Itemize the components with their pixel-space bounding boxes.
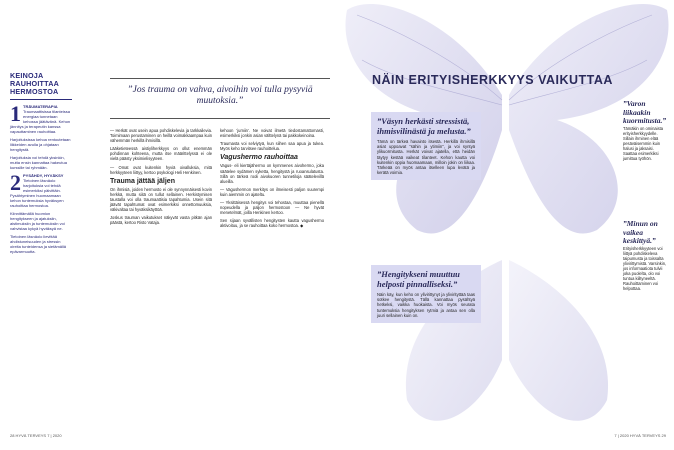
side-note-2: [623, 220, 668, 291]
body-paragraph: Lääketieteessä aistiyliherkkyys on ollut enemmän pohdinnan kohteena, mutta itse määrittelyssä ei ole vielä päästy yksimielisyyteen.: [110, 146, 212, 162]
side-text: Tämäkin on ominaista erityisherkkyydelle. Sillain ihminen elää pesäväisemmin kuin halusi ja jaksaisi. Saattaa esimerkiksi jumittua työhön.: [623, 125, 664, 161]
article-column-1: [110, 128, 212, 229]
side-quote: ”Varon liikaakin kuormitusta.”: [623, 99, 667, 125]
sidebar-paragraph: Tietoinen läsnäolo lievittää ahdistuneisuuden ja stressin oireita tunteidensa ja sietämällä epävarmuutta.: [10, 234, 67, 254]
section-heading: Vagushermo rauhoittaa: [220, 154, 298, 162]
quote-bottom-rule: [110, 118, 330, 119]
body-paragraph: Sen sijaan syvällisten hengitysten kautta vagushermo aktivoituu, ja se rauhoittaa koko hermostoa. ◆: [220, 218, 324, 229]
sidebar-paragraph: Traumaattisissa tilanteissa energiaa tunnetaan kehossa jäätävänä. Kehon jännitys ja terapeutin kanssa vapauttaminen rauhoittaa.: [10, 109, 71, 134]
sidebar-title: KEINOJA RAUHOITTAA HERMOSTOA: [10, 71, 59, 96]
section-heading: Trauma jättää jäljen: [110, 177, 175, 185]
quote-top-rule: [110, 78, 330, 79]
pull-quote: ”Jos trauma on vahva, aivoihin voi tulla pysyviä muutoksia.”: [127, 85, 313, 106]
body-paragraph: On ihmisiä, joiden hermosto ei ole synnynnäisesti kovin herkkä, mutta siitä on tullut sellainen. Herkistymisen taustalla voi olla traumaattisia tapahtumia. Usein sitä jäävät tapahtumat ovat esimerkiksi onnettomuuksia, väkivaltaa tai hyväksikäyttöä.: [110, 186, 212, 213]
body-paragraph: — Yksittäisessä hengitys voi tehostaa, muuttaa pienellä nopeudella ja paljon hermostoon — Ne hyvät menetelmät, joilla Henkinen kertoo.: [220, 200, 324, 216]
sidebar-paragraph: Harjoituksissa kehoa rentoutetaan liikkeiden avulla ja ohjataan hengitystä.: [10, 137, 71, 152]
body-paragraph: Vagus- eli kiertäjähermo on kymmenes aivohermo, joka säätelee sydämen syketta, hengitystä ja ruoansulatusta. Sillä on tärkeä rooli aivokuoren tunnetiloja säätelevillä alueilla.: [220, 163, 324, 184]
body-paragraph: — Herkät ovat usein apua pohdiskelevia ja tarkkailevia. Toimimaan perustaminen on heillä voimakkaampaa kuin vähemmän herkillä ihmisillä.: [110, 128, 212, 144]
sidebar-item-2: [10, 170, 72, 254]
sidebar-item-heading: TRÄUMATERAPIA: [23, 104, 58, 109]
body-paragraph: Joskus trauman vaikutukset näkyvät vasta pitkän ajan päästä, kertoo Risto Vataja.: [110, 215, 212, 226]
sidebar-item-number: 1: [10, 101, 21, 126]
article-column-2: [220, 128, 324, 232]
sidebar-item-1: [10, 101, 72, 170]
sidebar-paragraph: Kiinnittämällä huomion hengitykseen ja ajatuksiin, aistimuksiin ja tuntemuksiin voi vahvistaa kykyä hyväksyä ne.: [10, 211, 65, 231]
page-folio-right: 7 | 2020 HYVÄ TERVEYS 29: [614, 433, 666, 438]
sidebar-paragraph: Tietoinen läsnäolo harjoituksia voi tehdä esimerkiksi päivittäin. Pysähtyminen huomaamaan kehon tuntemuksia hyväksyen rauhoittaa hermostoa.: [10, 178, 64, 208]
sidebar-paragraph: Harjoituksia voi tehdä yksinkin, mutta ensin kannattaa hakeutua kurssille tai ryhmään.: [10, 155, 67, 170]
side-text: Erityisherkkyyteen voi liittyä pohdiskeleva taipumusta ja toissalta ylivirittymistä. Varsinkin, jos informaatiota tulvii joka puolelta, olo voi tuntua kiiltyneeltä. Rauhoittaminen voi helpottaa.: [623, 245, 667, 291]
side-note-1: [623, 100, 668, 161]
box-text: Tämä on tärkeä havainto itsestä. Herkillä ihmisillä asiat uppoavat ”sähin ja ytimiin”, ja voi syntyä ylikuormitusta. Herkät voivat ajatella, että heidän täytyy kestää vaikeat tilanteet. Kehon kautta voi kuitenkin oppia huomaamaan, milloin jokin on liikaa. Tärkeää on myös antaa itselleen lupa levätä ja kerätä voimia.: [377, 139, 475, 176]
body-paragraph: kehoon ’jumiin’. Ne voivat ilmetä tiedostamattomasti, esimerkiksi jonkin asian välttelynä tai pakkokeinoina.: [220, 128, 324, 139]
article-title: NÄIN ERITYISHERKKYYS VAIKUTTAA: [372, 73, 613, 87]
box-quote: ”Hengitykseni muuttuu helposti pinnalliseksi.”: [377, 269, 460, 289]
sidebar-divider: [10, 99, 72, 100]
page-folio-left: 28 HYVÄ TERVEYS 7 | 2020: [10, 433, 62, 438]
body-paragraph: — Vagushermon merkitys on ilmeisesti paljon suurempi kuin aiemmin on ajateltu.: [220, 186, 324, 197]
side-quote: ”Minun on vaikea keskittyä.”: [623, 219, 658, 245]
sidebar-item-heading: PYSÄHDY, HYVÄKSY: [23, 173, 64, 178]
box-quote: ”Väsyn herkästi stressistä, ihmisvilinästä ja melusta.”: [377, 116, 471, 136]
body-paragraph: — Omat ovat kuitenkin hyviä oivalluksia, mitä herkkyyteen liittyy, kertoo psykologi Heli Henkinen.: [110, 164, 212, 175]
highlight-box-1: [371, 112, 481, 180]
sidebar-calm-methods: [10, 72, 72, 257]
box-text: Näin käy, kun keho on ylivirittynyt ja ylivirityttää taas sotkee hengitystä. Tällä kannattaa pysähtyä hetkeksi, vaikka huokaista. Voi myös seurata tuntemuksia hengityksen rytmiä ja antaa sen olla juuri sellainen kuin on.: [377, 292, 475, 318]
highlight-box-2: [371, 265, 481, 323]
right-page: [337, 0, 674, 450]
body-paragraph: Traumasta voi selviytyä, kun siihen saa apua ja tukea. Myös keho tarvitsee rauhoittelua.: [220, 141, 324, 152]
sidebar-item-number: 2: [10, 170, 21, 195]
